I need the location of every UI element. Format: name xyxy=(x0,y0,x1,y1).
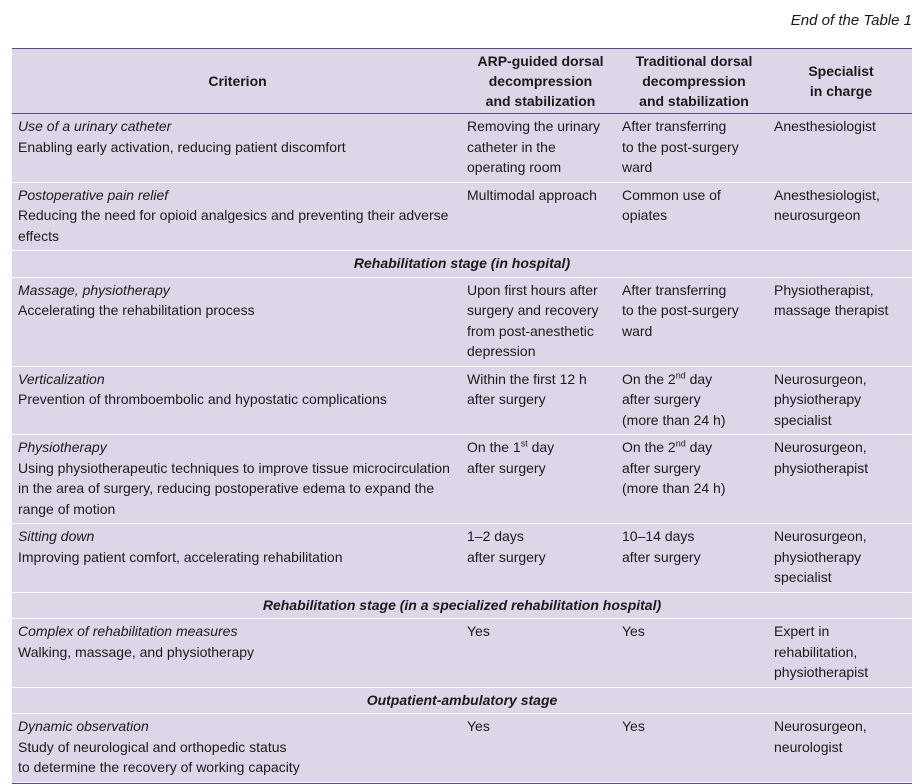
criterion-title: Verticalization xyxy=(18,370,105,387)
criterion-description: Using physiotherapeutic techniques to improve tissue microcirculation in the area of surgery, reducing postoperative edema to expand the range of motion xyxy=(18,459,450,517)
criterion-description: Accelerating the rehabilitation process xyxy=(18,302,255,318)
criterion-description: Improving patient comfort, accelerating rehabilitation xyxy=(18,548,343,565)
criterion-description: Enabling early activation, reducing patient discomfort xyxy=(18,138,346,155)
traditional-text: day after surgery (more than 24 h) xyxy=(622,439,726,496)
criterion-description: Prevention of thromboembolic and hypostatic complications xyxy=(18,391,387,407)
traditional-cell: Yes xyxy=(618,714,770,783)
stage-heading: Rehabilitation stage (in a specialized rehabilitation hospital) xyxy=(12,592,912,619)
table-row xyxy=(12,114,912,183)
comparison-table xyxy=(12,48,912,784)
table-row xyxy=(12,524,912,593)
table-row xyxy=(12,714,912,783)
specialist-cell: Anesthesiologist xyxy=(770,114,912,183)
ordinal-suffix: nd xyxy=(675,438,686,449)
traditional-text: day after surgery (more than 24 h) xyxy=(622,370,726,428)
criterion-description: Reducing the need for opioid analgesics and preventing their adverse effects xyxy=(18,207,449,244)
table-header-row xyxy=(12,49,912,114)
criterion-cell xyxy=(12,182,463,251)
specialist-cell: Neurosurgeon, physiotherapy specialist xyxy=(770,524,912,593)
criterion-title: Postoperative pain relief xyxy=(18,186,169,203)
specialist-cell: Neurosurgeon, neurologist xyxy=(770,714,912,783)
traditional-cell: 10–14 days after surgery xyxy=(618,524,770,593)
criterion-title: Use of a urinary catheter xyxy=(18,118,172,134)
stage-heading: Rehabilitation stage (in hospital) xyxy=(12,251,912,278)
arp-text: day after surgery xyxy=(467,439,555,476)
specialist-cell: Neurosurgeon, physiotherapy specialist xyxy=(770,366,912,435)
criterion-cell xyxy=(12,619,463,688)
arp-cell: Multimodal approach xyxy=(463,182,618,251)
traditional-text: On the 2 xyxy=(622,439,676,455)
traditional-cell: After transferring to the post-surgery ward xyxy=(618,277,770,366)
arp-cell xyxy=(463,435,618,524)
table-row xyxy=(12,435,912,524)
criterion-title: Massage, physiotherapy xyxy=(18,281,170,298)
arp-cell: 1–2 days after surgery xyxy=(463,524,618,593)
table-row xyxy=(12,366,912,435)
header-specialist: Specialist in charge xyxy=(770,49,912,114)
stage-row xyxy=(12,251,912,278)
arp-cell: Yes xyxy=(463,714,618,783)
criterion-cell xyxy=(12,114,463,183)
traditional-cell: Common use of opiates xyxy=(618,182,770,251)
table-caption: End of the Table 1 xyxy=(790,12,912,29)
criterion-cell xyxy=(12,435,463,524)
table-row xyxy=(12,182,912,251)
header-arp-guided: ARP-guided dorsal decompression and stabilization xyxy=(463,49,618,114)
criterion-cell xyxy=(12,524,463,593)
arp-cell: Removing the urinary catheter in the operating room xyxy=(463,114,618,183)
criterion-title: Sitting down xyxy=(18,528,95,544)
traditional-cell xyxy=(618,366,770,435)
criterion-cell xyxy=(12,366,463,435)
specialist-cell: Expert in rehabilitation, physiotherapist xyxy=(770,619,912,688)
table-row xyxy=(12,277,912,366)
specialist-cell: Anesthesiologist, neurosurgeon xyxy=(770,182,912,251)
criterion-description: Walking, massage, and physiotherapy xyxy=(18,643,255,660)
header-criterion: Criterion xyxy=(12,49,463,114)
criterion-description: Study of neurological and orthopedic status to determine the recovery of working capacity xyxy=(18,738,300,775)
criterion-cell xyxy=(12,714,463,783)
traditional-cell xyxy=(618,435,770,524)
criterion-cell xyxy=(12,277,463,366)
stage-row xyxy=(12,687,912,714)
ordinal-suffix: nd xyxy=(675,369,686,380)
criterion-title: Physiotherapy xyxy=(18,439,107,455)
specialist-cell: Physiotherapist, massage therapist xyxy=(770,277,912,366)
stage-row xyxy=(12,592,912,619)
traditional-text: On the 2 xyxy=(622,370,676,387)
arp-cell: Yes xyxy=(463,619,618,688)
specialist-cell: Neurosurgeon, physiotherapist xyxy=(770,435,912,524)
arp-text: On the 1 xyxy=(467,439,521,455)
criterion-title: Complex of rehabilitation measures xyxy=(18,623,238,639)
header-traditional: Traditional dorsal decompression and stabilization xyxy=(618,49,770,114)
arp-cell: Within the first 12 h after surgery xyxy=(463,366,618,435)
ordinal-suffix: st xyxy=(520,438,528,449)
stage-heading: Outpatient-ambulatory stage xyxy=(12,687,912,714)
table-row xyxy=(12,619,912,688)
traditional-cell: Yes xyxy=(618,619,770,688)
traditional-cell: After transferring to the post-surgery ward xyxy=(618,114,770,183)
arp-cell: Upon first hours after surgery and recovery from post-anesthetic depression xyxy=(463,277,618,366)
criterion-title: Dynamic observation xyxy=(18,718,149,734)
